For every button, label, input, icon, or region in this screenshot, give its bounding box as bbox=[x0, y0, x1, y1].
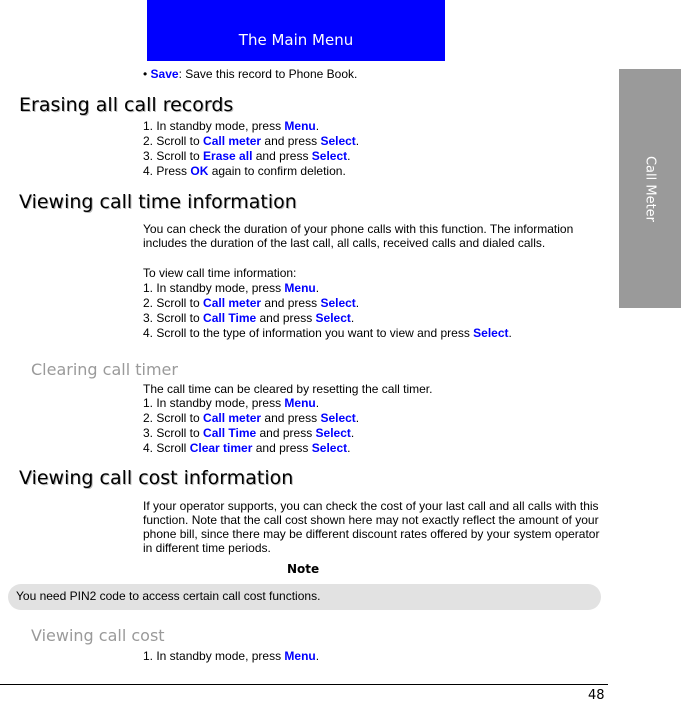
keyword: Call meter bbox=[203, 296, 262, 310]
keyword: Select bbox=[473, 326, 509, 340]
keyword: Select bbox=[320, 134, 356, 148]
step-text: 1. In standby mode, press bbox=[143, 649, 285, 663]
bottom-rule bbox=[0, 684, 608, 685]
step-text: and press bbox=[261, 134, 321, 148]
heading-call-cost: Viewing call cost information bbox=[19, 467, 294, 489]
step-text: 3. Scroll to bbox=[143, 426, 204, 440]
step-text: . bbox=[347, 441, 351, 455]
step-text: and press bbox=[252, 149, 312, 163]
step-item bbox=[143, 441, 350, 456]
step-item bbox=[143, 119, 319, 134]
keyword: Call meter bbox=[203, 134, 262, 148]
step-text: 1. In standby mode, press bbox=[143, 396, 285, 410]
save-line: • Save: Save this record to Phone Book. bbox=[143, 67, 358, 81]
step-item bbox=[143, 411, 359, 426]
step-item bbox=[143, 326, 512, 341]
step-text: 4. Scroll bbox=[143, 441, 190, 455]
step-text: . bbox=[350, 426, 355, 440]
step-text: . bbox=[355, 296, 360, 310]
keyword: Save bbox=[150, 67, 179, 81]
keyword: Clear timer bbox=[189, 441, 253, 455]
step-text: . bbox=[315, 649, 320, 663]
heading-clear-timer: Clearing call timer bbox=[31, 360, 178, 379]
step-text: 3. Scroll to bbox=[143, 311, 204, 325]
note-text: You need PIN2 code to access certain call cost functions. bbox=[16, 589, 321, 603]
header-title: The Main Menu bbox=[238, 31, 354, 49]
note-box bbox=[8, 584, 601, 610]
step-text: and press bbox=[261, 411, 321, 425]
keyword: Erase all bbox=[203, 149, 253, 163]
clear-timer-intro: The call time can be cleared by resetting the call timer. bbox=[143, 382, 433, 396]
page-number: 48 bbox=[588, 688, 605, 703]
side-tab-label: Call Meter bbox=[642, 155, 658, 222]
call-cost-paragraph: If your operator supports, you can check the cost of your last call and all calls with this function. Note that the call cost shown here may not exactly reflect the amount of your phone bill, since there may be different discount rates offered by your system operator in different time periods. bbox=[143, 499, 600, 555]
keyword: OK bbox=[190, 164, 209, 178]
step-text: . bbox=[350, 311, 355, 325]
step-text: . bbox=[315, 119, 320, 133]
keyword: Menu bbox=[284, 396, 316, 410]
call-time-intro: To view call time information: bbox=[143, 266, 297, 280]
keyword: Select bbox=[320, 411, 356, 425]
keyword: Select bbox=[315, 311, 351, 325]
side-tab bbox=[619, 69, 681, 308]
step-text: and press bbox=[252, 441, 312, 455]
step-text: 2. Scroll to bbox=[143, 411, 204, 425]
step-item bbox=[143, 281, 319, 296]
step-text: . bbox=[315, 281, 320, 295]
step-text: . bbox=[347, 149, 351, 163]
heading-viewing-call-cost: Viewing call cost bbox=[31, 626, 165, 645]
step-text: 3. Scroll to bbox=[143, 149, 204, 163]
step-text: 2. Scroll to bbox=[143, 296, 204, 310]
keyword: Call Time bbox=[203, 426, 257, 440]
step-text: again to confirm deletion. bbox=[208, 164, 346, 178]
step-item bbox=[143, 164, 346, 179]
step-item bbox=[143, 396, 319, 411]
step-text: 2. Scroll to bbox=[143, 134, 204, 148]
call-time-paragraph: You can check the duration of your phone calls with this function. The information includes the duration of the last call, all calls, received calls and dialed calls. bbox=[143, 222, 574, 250]
step-item bbox=[143, 149, 350, 164]
keyword: Menu bbox=[284, 119, 316, 133]
keyword: Call Time bbox=[203, 311, 257, 325]
step-text: . bbox=[355, 134, 360, 148]
step-item bbox=[143, 134, 359, 149]
step-text: 4. Scroll to the type of information you want to view and press bbox=[143, 326, 474, 340]
heading-call-time: Viewing call time information bbox=[19, 191, 297, 213]
keyword: Select bbox=[311, 441, 348, 455]
step-text: 4. Press bbox=[143, 164, 191, 178]
keyword: Menu bbox=[284, 649, 316, 663]
step-text: . bbox=[508, 326, 512, 340]
step-item bbox=[143, 426, 354, 441]
header-banner bbox=[147, 0, 445, 61]
step-text: and press bbox=[256, 311, 316, 325]
step-text: and press bbox=[261, 296, 321, 310]
keyword: Call meter bbox=[203, 411, 262, 425]
step-text: 1. In standby mode, press bbox=[143, 281, 285, 295]
step-item bbox=[143, 296, 359, 311]
keyword: Select bbox=[315, 426, 351, 440]
step-text: 1. In standby mode, press bbox=[143, 119, 285, 133]
keyword: Select bbox=[311, 149, 348, 163]
step-text: . bbox=[315, 396, 320, 410]
heading-erasing: Erasing all call records bbox=[19, 94, 234, 116]
keyword: Menu bbox=[284, 281, 316, 295]
note-label: Note bbox=[287, 562, 320, 576]
keyword: Select bbox=[320, 296, 356, 310]
step-item bbox=[143, 649, 319, 664]
step-text: and press bbox=[256, 426, 316, 440]
step-item bbox=[143, 311, 354, 326]
step-text: . bbox=[355, 411, 360, 425]
